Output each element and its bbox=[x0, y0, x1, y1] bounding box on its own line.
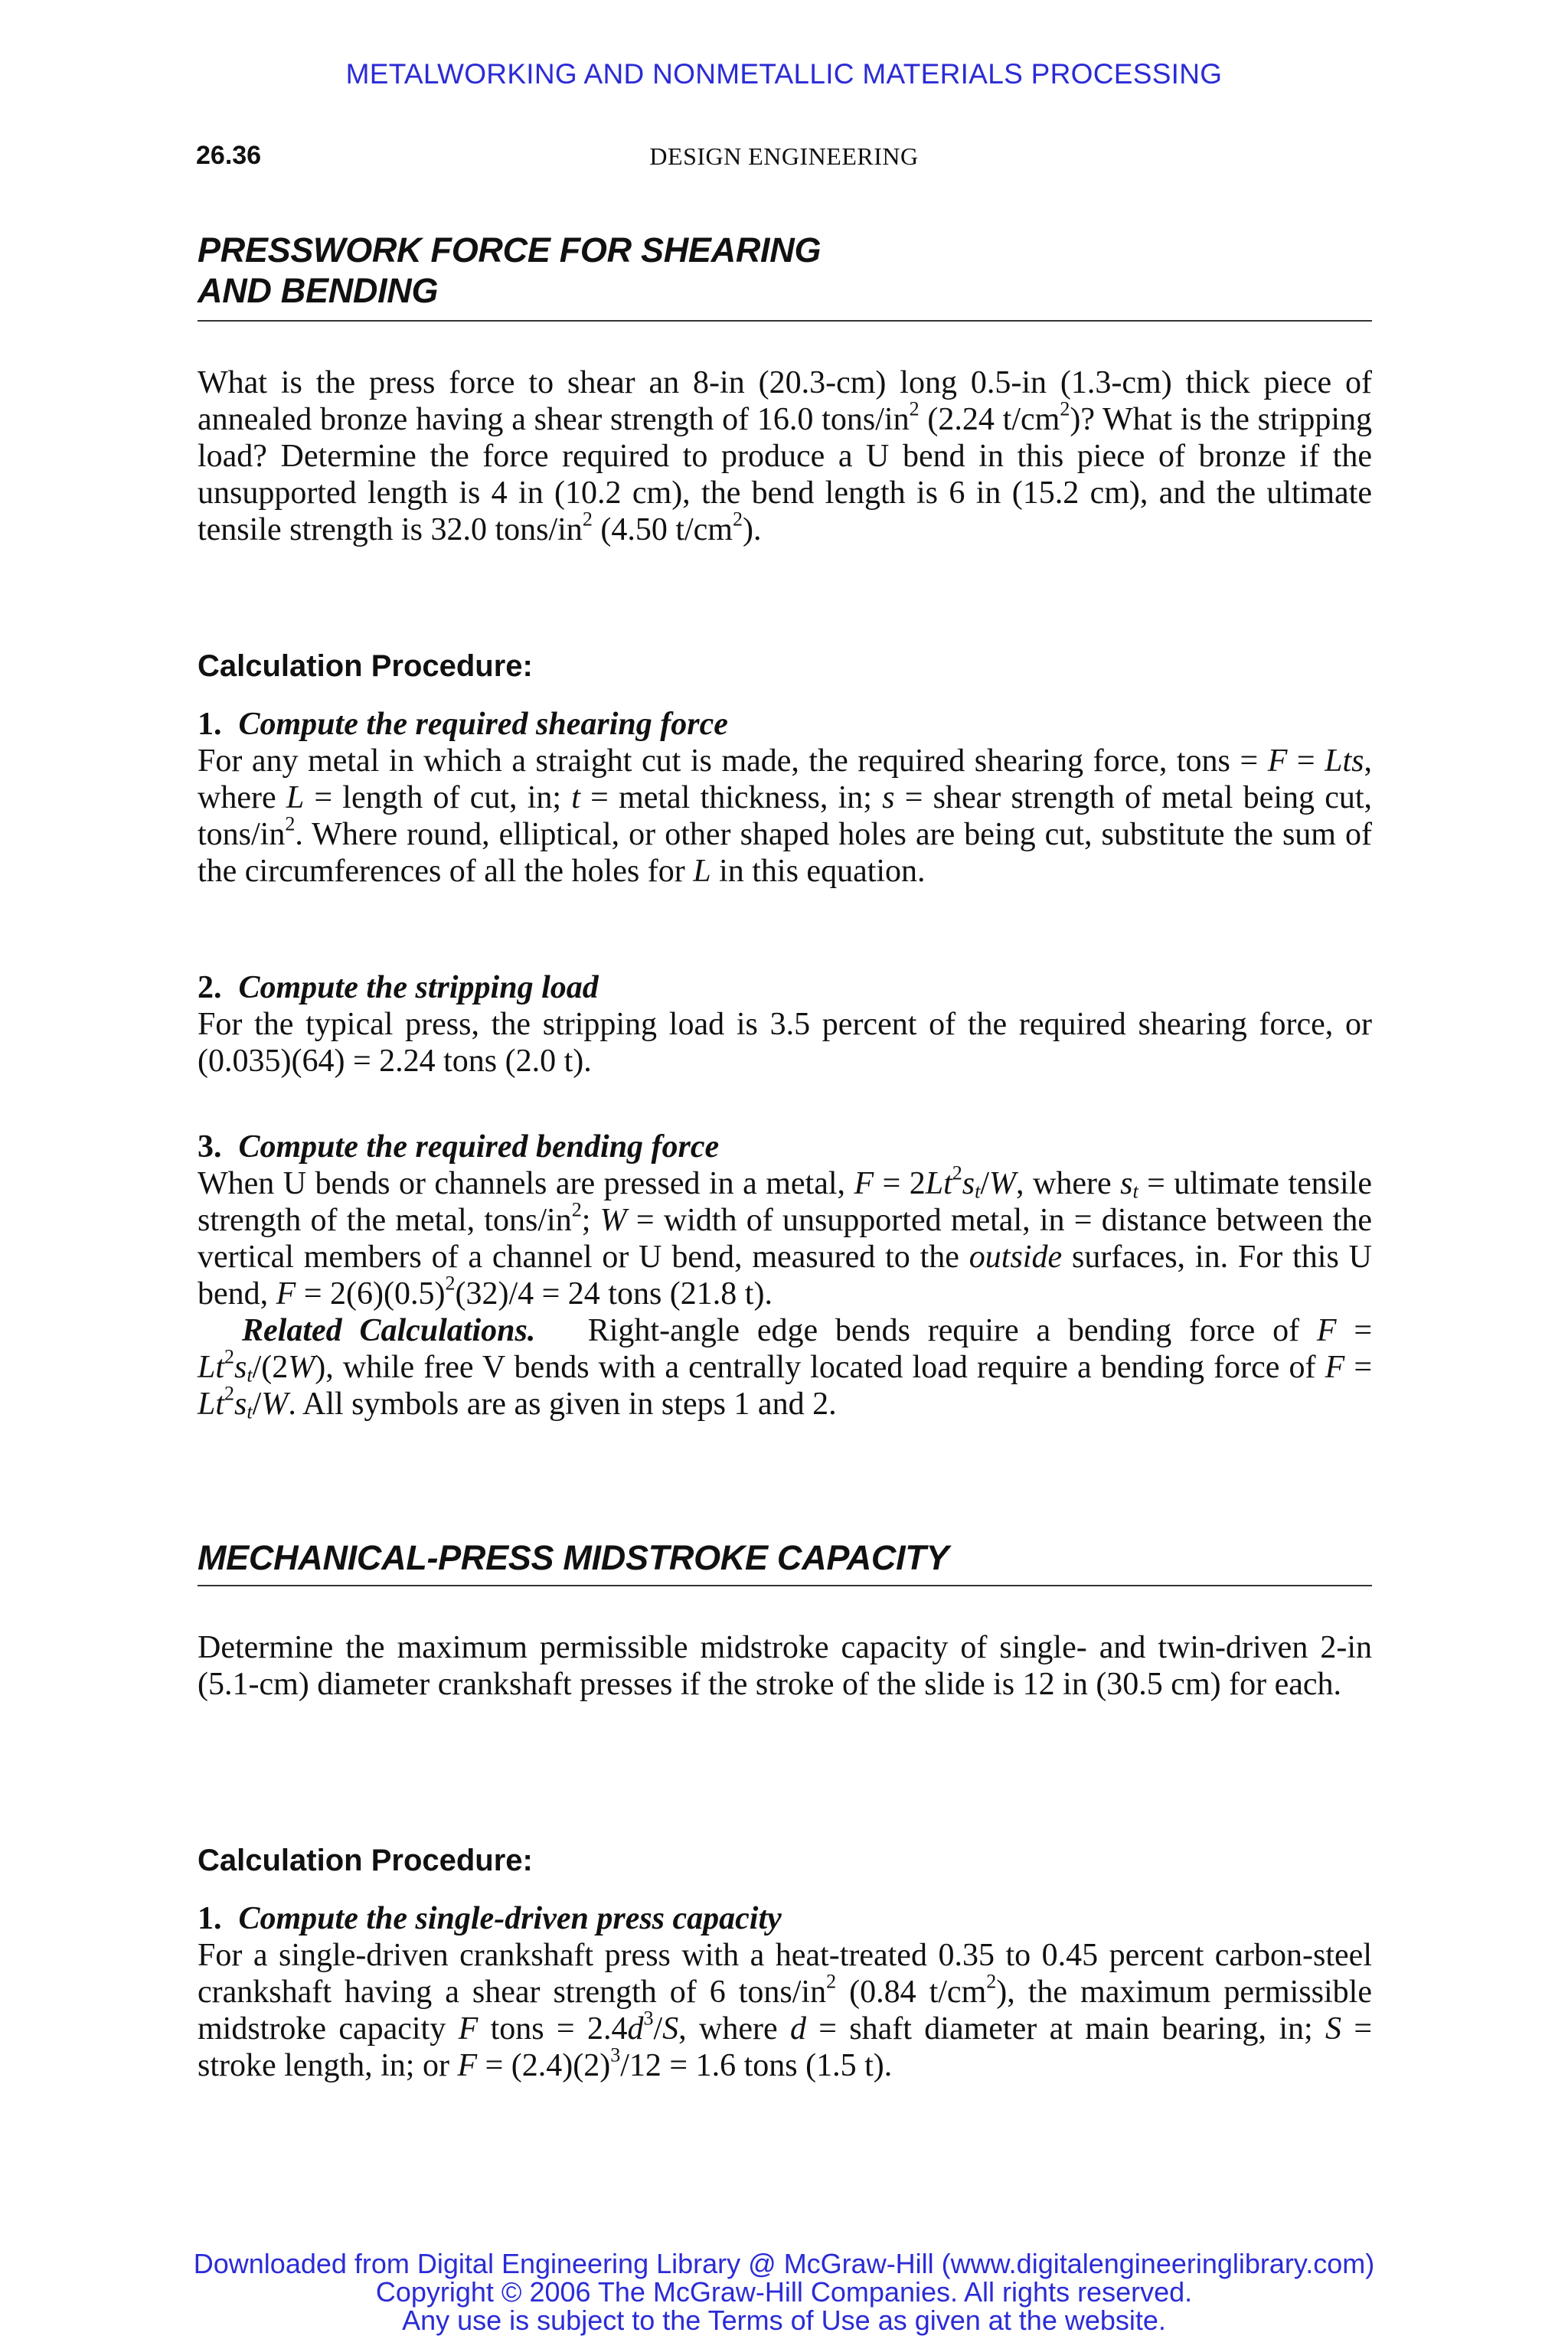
section-rule bbox=[198, 320, 1372, 322]
section-rule bbox=[198, 1585, 1372, 1586]
procedure-heading: Calculation Procedure: bbox=[198, 649, 533, 683]
section-title-line: PRESSWORK FORCE FOR SHEARING bbox=[198, 230, 822, 270]
footer-download-link[interactable]: Downloaded from Digital Engineering Library @ McGraw-Hill (www.digitalengineeringlibrary.com) bbox=[193, 2248, 1375, 2279]
running-head: DESIGN ENGINEERING bbox=[649, 142, 919, 170]
step-heading: 3. Compute the required bending force bbox=[198, 1129, 720, 1165]
step-heading: 1. Compute the required shearing force bbox=[198, 707, 728, 742]
related-calculations: Related Calculations. Right-angle edge bends require a bending force of $F = Lt^2s_t/(2W)$, while free V bends with a centrally located load require a bending force of $F = Lt^2s_t/W$. All symbols are as given in steps 1 and 2. bbox=[198, 1313, 1373, 1423]
section-title-line: AND BENDING bbox=[198, 271, 439, 310]
footer bbox=[0, 2249, 1568, 2334]
step-1-single-driven: 1. Compute the single-driven press capacity For a single-driven crankshaft press with a heat-treated 0.35 to 0.45 percent carbon-steel crankshaft having a shear strength of 6 tons/$in^2$ (0.84 $t/cm^2$), the maximum permissible midstroke capacity F tons = $2.4d^3/S$, where d = shaft diameter at main bearing, in; S = stroke length, in; or $F = (2.4)(2)^3/12 = 1.6$ tons (1.5 t). bbox=[198, 1901, 1373, 2083]
step-heading: 1. Compute the single-driven press capacity bbox=[198, 1901, 782, 1936]
page-number: 26.36 bbox=[196, 141, 262, 170]
top-banner-link[interactable]: METALWORKING AND NONMETALLIC MATERIALS PROCESSING bbox=[345, 58, 1223, 90]
problem-statement: Determine the maximum permissible midstroke capacity of single- and twin-driven 2-in (5.1-cm) diameter crankshaft presses if the stroke of the slide is 12 in (30.5 cm) for each. bbox=[198, 1630, 1372, 1702]
footer-copyright: Copyright © 2006 The McGraw-Hill Companies. All rights reserved. bbox=[375, 2276, 1193, 2308]
step-1-shearing: 1. Compute the required shearing force For any metal in which a straight cut is made, the required shearing force, tons = F = Lts, where L = length of cut, in; t = metal thickness, in; s = shear strength of metal being cut, tons/$in^2$. Where round, elliptical, or other shaped holes are being cut, substitute the sum of the circumferences of all the holes for L in this equation. bbox=[198, 707, 1373, 889]
section-title-midstroke: MECHANICAL-PRESS MIDSTROKE CAPACITY bbox=[198, 1538, 949, 1577]
problem-statement: What is the press force to shear an 8-in (20.3-cm) long 0.5-in (1.3-cm) thick piece of annealed bronze having a shear strength of 16.0 tons/$in^2$ (2.24 $t/cm^2$)? What is the stripping load? Determine the force required to produce a U bend in this piece of bronze if the unsupported length is 4 in (10.2 cm), the bend length is 6 in (15.2 cm), and the ultimate tensile strength is 32.0 tons/$in^2$ (4.50 $t/cm^2$). bbox=[198, 365, 1373, 547]
section-title-presswork bbox=[198, 230, 1372, 311]
step-heading: 2. Compute the stripping load bbox=[198, 970, 599, 1005]
footer-terms-link[interactable]: Any use is subject to the Terms of Use as given at the website. bbox=[402, 2305, 1166, 2336]
step-2-stripping: 2. Compute the stripping load For the typical press, the stripping load is 3.5 percent of the required shearing force, or (0.035)(64) = 2.24 tons (2.0 t). bbox=[198, 970, 1372, 1079]
step-3-bending: 3. Compute the required bending force When U bends or channels are pressed in a metal, $F = 2Lt^2s_t/W$, where $s_t$ = ultimate tensile strength of the metal, tons/$in^2$; W = width of unsupported metal, in = distance between the vertical members of a channel or U bend, measured to the outside surfaces, in. For this U bend, $F = 2(6)(0.5)^2(32)/4 = 24$ tons (21.8 t). Related Calculations. Right-angle edge bends require a bending force of $F = Lt^2s_t/(2W)$, while free V bends with a centrally located load require a bending force of $F = Lt^2s_t/W$. All symbols are as given in steps 1 and 2. bbox=[198, 1129, 1373, 1423]
procedure-heading: Calculation Procedure: bbox=[198, 1844, 533, 1877]
